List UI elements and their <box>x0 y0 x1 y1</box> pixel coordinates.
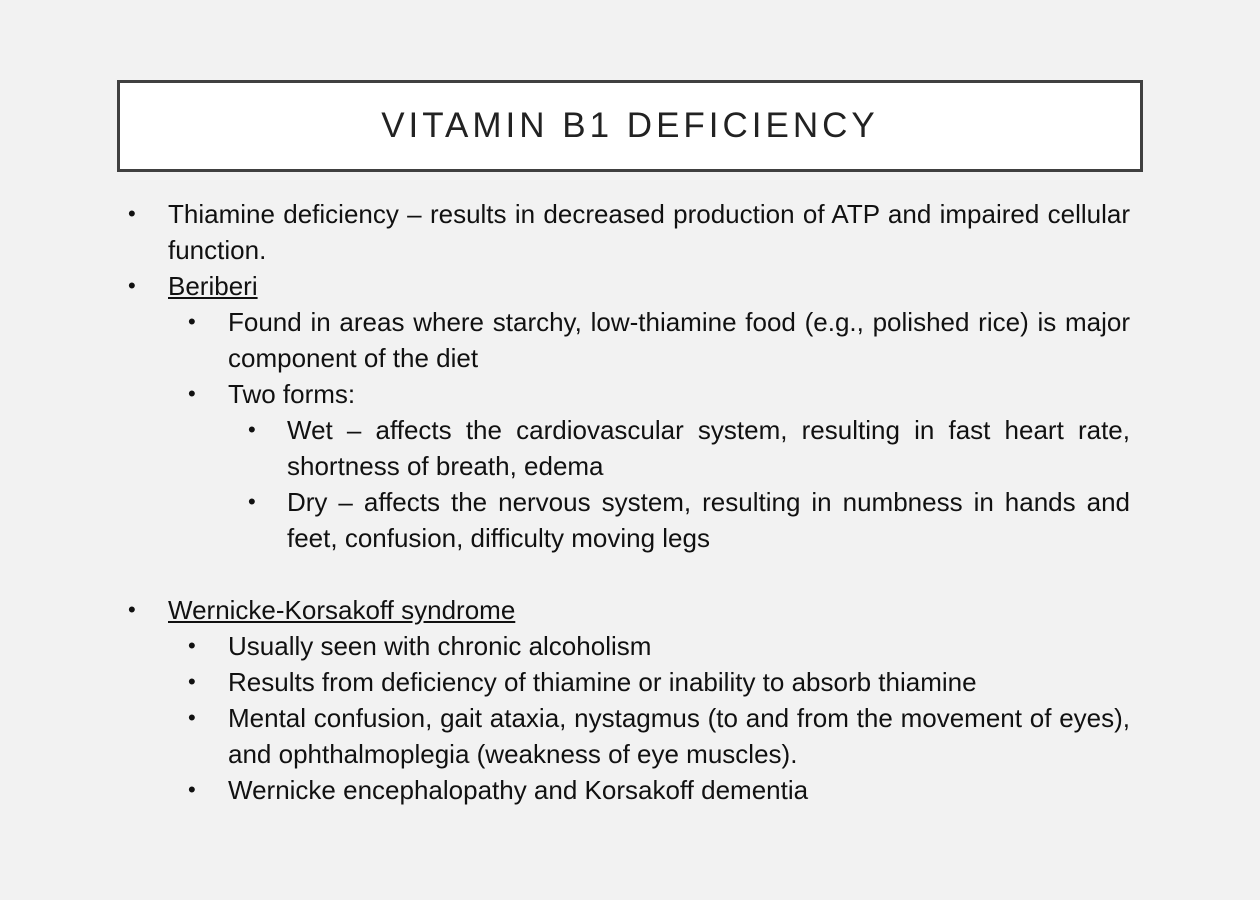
bullet-icon: • <box>248 489 256 514</box>
bullet-chronic-alcoholism <box>128 628 1130 664</box>
bullet-text: Found in areas where starchy, low-thiamine food (e.g., polished rice) is major component of the diet <box>228 307 1130 373</box>
slide-title: VITAMIN B1 DEFICIENCY <box>381 106 879 145</box>
title-box <box>117 80 1143 172</box>
bullet-text: Wernicke encephalopathy and Korsakoff dementia <box>228 775 809 805</box>
bullet-two-forms <box>128 376 1130 412</box>
bullet-icon: • <box>188 705 196 730</box>
bullet-text: Results from deficiency of thiamine or inability to absorb thiamine <box>228 667 977 697</box>
bullet-icon: • <box>188 669 196 694</box>
bullet-thiamine-deficiency <box>128 196 1130 268</box>
bullet-text: Thiamine deficiency – results in decreased production of ATP and impaired cellular function. <box>168 199 1130 265</box>
bullet-icon: • <box>128 273 136 298</box>
bullet-text: Dry – affects the nervous system, resulting in numbness in hands and feet, confusion, difficulty moving legs <box>287 487 1130 553</box>
bullet-wernicke-korsakoff <box>128 592 1130 628</box>
bullet-absorption <box>128 664 1130 700</box>
bullet-beriberi-found <box>128 304 1130 376</box>
bullet-icon: • <box>188 309 196 334</box>
bullet-beriberi <box>128 268 1130 304</box>
bullet-text: Usually seen with chronic alcoholism <box>228 631 652 661</box>
bullet-icon: • <box>128 597 136 622</box>
bullet-encephalopathy <box>128 772 1130 808</box>
heading-wernicke-korsakoff: Wernicke-Korsakoff syndrome <box>168 595 516 625</box>
heading-beriberi: Beriberi <box>168 271 258 301</box>
bullet-icon: • <box>248 417 256 442</box>
bullet-icon: • <box>128 201 136 226</box>
bullet-icon: • <box>188 777 196 802</box>
bullet-icon: • <box>188 633 196 658</box>
bullet-text: Two forms: <box>228 379 356 409</box>
blank-line <box>128 556 1130 592</box>
bullet-text: Wet – affects the cardiovascular system, resulting in fast heart rate, shortness of breath, edema <box>287 415 1130 481</box>
bullet-dry-form <box>128 484 1130 556</box>
bullet-text: Mental confusion, gait ataxia, nystagmus (to and from the movement of eyes), and ophthalmoplegia (weakness of eye muscles). <box>228 703 1130 769</box>
bullet-mental-confusion <box>128 700 1130 772</box>
bullet-wet-form <box>128 412 1130 484</box>
bullet-list <box>128 196 1130 808</box>
bullet-icon: • <box>188 381 196 406</box>
